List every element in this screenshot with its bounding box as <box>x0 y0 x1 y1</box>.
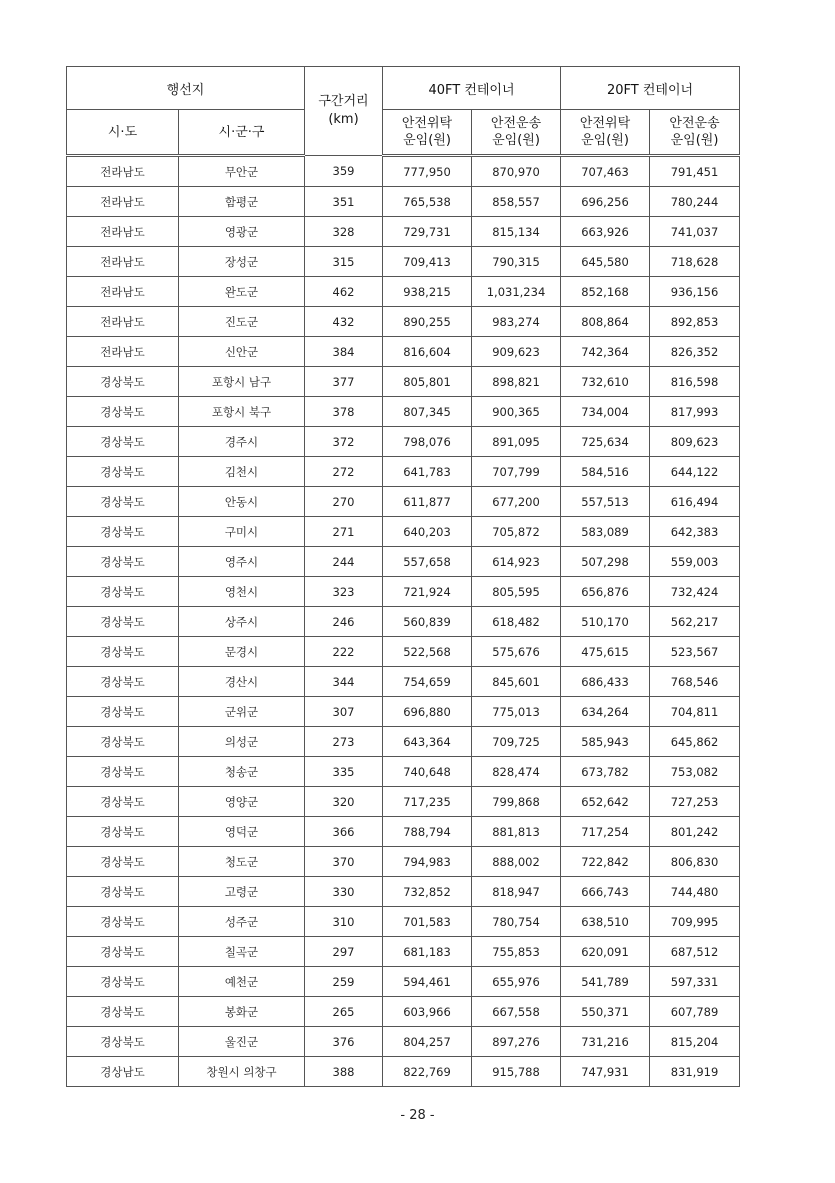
distance-cell: 297 <box>305 937 383 967</box>
table-row <box>67 307 740 337</box>
table-row <box>67 367 740 397</box>
distance-cell: 270 <box>305 487 383 517</box>
province-cell: 전라남도 <box>67 337 179 367</box>
province-cell: 경상남도 <box>67 1057 179 1087</box>
city-cell: 창원시 의창구 <box>179 1057 305 1087</box>
ft20-transport-cell: 826,352 <box>650 337 740 367</box>
ft40-consign-cell: 938,215 <box>383 277 472 307</box>
province-cell: 전라남도 <box>67 247 179 277</box>
ft40-consign-cell: 732,852 <box>383 877 472 907</box>
city-cell: 신안군 <box>179 337 305 367</box>
ft20-transport-cell: 645,862 <box>650 727 740 757</box>
ft40-transport-cell: 983,274 <box>472 307 561 337</box>
ft20-transport-cell: 559,003 <box>650 547 740 577</box>
ft40-consign-cell: 641,783 <box>383 457 472 487</box>
table-row <box>67 637 740 667</box>
distance-cell: 377 <box>305 367 383 397</box>
province-cell: 경상북도 <box>67 697 179 727</box>
ft20-transport-cell: 768,546 <box>650 667 740 697</box>
page-number: - 28 - <box>400 1108 435 1123</box>
province-cell: 경상북도 <box>67 1027 179 1057</box>
ft40-transport-cell: 898,821 <box>472 367 561 397</box>
city-cell: 청송군 <box>179 757 305 787</box>
header-40ft-consign-rate: 안전위탁 운임(원) <box>383 110 472 156</box>
ft20-consign-cell: 722,842 <box>561 847 650 877</box>
city-cell: 영양군 <box>179 787 305 817</box>
ft40-transport-cell: 780,754 <box>472 907 561 937</box>
city-cell: 포항시 남구 <box>179 367 305 397</box>
province-cell: 경상북도 <box>67 487 179 517</box>
ft20-consign-cell: 663,926 <box>561 217 650 247</box>
distance-cell: 222 <box>305 637 383 667</box>
city-cell: 영광군 <box>179 217 305 247</box>
table-row <box>67 217 740 247</box>
table-row <box>67 907 740 937</box>
distance-cell: 259 <box>305 967 383 997</box>
ft20-transport-cell: 816,598 <box>650 367 740 397</box>
table-row <box>67 817 740 847</box>
ft40-transport-cell: 755,853 <box>472 937 561 967</box>
ft40-consign-cell: 560,839 <box>383 607 472 637</box>
city-cell: 봉화군 <box>179 997 305 1027</box>
province-cell: 경상북도 <box>67 787 179 817</box>
ft20-transport-cell: 562,217 <box>650 607 740 637</box>
province-cell: 경상북도 <box>67 667 179 697</box>
ft20-consign-cell: 673,782 <box>561 757 650 787</box>
header-40ft-transport-rate: 안전운송 운임(원) <box>472 110 561 156</box>
city-cell: 의성군 <box>179 727 305 757</box>
ft20-consign-cell: 725,634 <box>561 427 650 457</box>
distance-cell: 376 <box>305 1027 383 1057</box>
ft20-consign-cell: 731,216 <box>561 1027 650 1057</box>
distance-cell: 372 <box>305 427 383 457</box>
ft20-transport-cell: 709,995 <box>650 907 740 937</box>
ft40-consign-cell: 890,255 <box>383 307 472 337</box>
distance-cell: 384 <box>305 337 383 367</box>
ft40-consign-cell: 640,203 <box>383 517 472 547</box>
table-row <box>67 847 740 877</box>
distance-cell: 271 <box>305 517 383 547</box>
table-row <box>67 1057 740 1087</box>
ft20-transport-cell: 718,628 <box>650 247 740 277</box>
ft40-transport-cell: 709,725 <box>472 727 561 757</box>
ft40-consign-cell: 721,924 <box>383 577 472 607</box>
ft40-consign-cell: 522,568 <box>383 637 472 667</box>
table-row <box>67 757 740 787</box>
ft20-transport-cell: 806,830 <box>650 847 740 877</box>
city-cell: 청도군 <box>179 847 305 877</box>
city-cell: 울진군 <box>179 1027 305 1057</box>
ft40-transport-cell: 845,601 <box>472 667 561 697</box>
header-20ft-transport-rate: 안전운송 운임(원) <box>650 110 740 156</box>
ft40-transport-cell: 815,134 <box>472 217 561 247</box>
city-cell: 진도군 <box>179 307 305 337</box>
table-row <box>67 427 740 457</box>
distance-cell: 265 <box>305 997 383 1027</box>
ft20-consign-cell: 742,364 <box>561 337 650 367</box>
province-cell: 경상북도 <box>67 997 179 1027</box>
ft40-consign-cell: 816,604 <box>383 337 472 367</box>
ft20-transport-cell: 644,122 <box>650 457 740 487</box>
ft20-transport-cell: 831,919 <box>650 1057 740 1087</box>
province-cell: 경상북도 <box>67 367 179 397</box>
ft20-consign-cell: 634,264 <box>561 697 650 727</box>
ft40-consign-cell: 805,801 <box>383 367 472 397</box>
distance-cell: 273 <box>305 727 383 757</box>
ft20-consign-cell: 666,743 <box>561 877 650 907</box>
table-row <box>67 397 740 427</box>
ft20-consign-cell: 620,091 <box>561 937 650 967</box>
ft40-transport-cell: 897,276 <box>472 1027 561 1057</box>
header-distance: 구간거리 (km) <box>305 67 383 156</box>
ft20-consign-cell: 696,256 <box>561 187 650 217</box>
ft20-transport-cell: 892,853 <box>650 307 740 337</box>
header-province: 시·도 <box>67 110 179 156</box>
distance-cell: 315 <box>305 247 383 277</box>
distance-cell: 310 <box>305 907 383 937</box>
ft20-transport-cell: 616,494 <box>650 487 740 517</box>
province-cell: 경상북도 <box>67 427 179 457</box>
ft40-consign-cell: 794,983 <box>383 847 472 877</box>
ft40-transport-cell: 870,970 <box>472 156 561 187</box>
province-cell: 경상북도 <box>67 517 179 547</box>
ft40-transport-cell: 799,868 <box>472 787 561 817</box>
table-row <box>67 727 740 757</box>
distance-cell: 432 <box>305 307 383 337</box>
header-20ft-consign-rate: 안전위탁 운임(원) <box>561 110 650 156</box>
ft40-consign-cell: 754,659 <box>383 667 472 697</box>
table-row <box>67 247 740 277</box>
ft40-transport-cell: 1,031,234 <box>472 277 561 307</box>
table-row <box>67 997 740 1027</box>
city-cell: 경주시 <box>179 427 305 457</box>
city-cell: 경산시 <box>179 667 305 697</box>
city-cell: 성주군 <box>179 907 305 937</box>
ft40-consign-cell: 611,877 <box>383 487 472 517</box>
ft20-transport-cell: 704,811 <box>650 697 740 727</box>
ft20-transport-cell: 597,331 <box>650 967 740 997</box>
ft20-consign-cell: 638,510 <box>561 907 650 937</box>
distance-cell: 244 <box>305 547 383 577</box>
table-row <box>67 156 740 187</box>
ft20-consign-cell: 541,789 <box>561 967 650 997</box>
ft20-transport-cell: 936,156 <box>650 277 740 307</box>
ft40-consign-cell: 696,880 <box>383 697 472 727</box>
city-cell: 구미시 <box>179 517 305 547</box>
ft40-transport-cell: 677,200 <box>472 487 561 517</box>
distance-cell: 335 <box>305 757 383 787</box>
ft40-transport-cell: 888,002 <box>472 847 561 877</box>
ft20-consign-cell: 652,642 <box>561 787 650 817</box>
ft40-transport-cell: 881,813 <box>472 817 561 847</box>
distance-cell: 323 <box>305 577 383 607</box>
city-cell: 함평군 <box>179 187 305 217</box>
province-cell: 경상북도 <box>67 607 179 637</box>
ft20-consign-cell: 717,254 <box>561 817 650 847</box>
ft20-consign-cell: 734,004 <box>561 397 650 427</box>
distance-cell: 330 <box>305 877 383 907</box>
distance-cell: 462 <box>305 277 383 307</box>
ft40-consign-cell: 822,769 <box>383 1057 472 1087</box>
ft20-transport-cell: 744,480 <box>650 877 740 907</box>
ft20-consign-cell: 808,864 <box>561 307 650 337</box>
table-row <box>67 787 740 817</box>
ft20-consign-cell: 852,168 <box>561 277 650 307</box>
province-cell: 전라남도 <box>67 307 179 337</box>
province-cell: 경상북도 <box>67 847 179 877</box>
ft40-transport-cell: 575,676 <box>472 637 561 667</box>
table-row <box>67 697 740 727</box>
province-cell: 전라남도 <box>67 217 179 247</box>
ft40-consign-cell: 603,966 <box>383 997 472 1027</box>
province-cell: 전라남도 <box>67 277 179 307</box>
ft40-consign-cell: 729,731 <box>383 217 472 247</box>
distance-cell: 351 <box>305 187 383 217</box>
ft20-transport-cell: 687,512 <box>650 937 740 967</box>
province-cell: 경상북도 <box>67 937 179 967</box>
ft40-consign-cell: 788,794 <box>383 817 472 847</box>
city-cell: 장성군 <box>179 247 305 277</box>
distance-cell: 320 <box>305 787 383 817</box>
distance-cell: 359 <box>305 156 383 187</box>
ft40-consign-cell: 701,583 <box>383 907 472 937</box>
ft40-transport-cell: 618,482 <box>472 607 561 637</box>
ft40-transport-cell: 858,557 <box>472 187 561 217</box>
header-city: 시·군·구 <box>179 110 305 156</box>
ft40-transport-cell: 915,788 <box>472 1057 561 1087</box>
ft20-transport-cell: 809,623 <box>650 427 740 457</box>
distance-cell: 272 <box>305 457 383 487</box>
ft40-transport-cell: 775,013 <box>472 697 561 727</box>
ft20-consign-cell: 732,610 <box>561 367 650 397</box>
city-cell: 예천군 <box>179 967 305 997</box>
table-row <box>67 457 740 487</box>
distance-cell: 388 <box>305 1057 383 1087</box>
city-cell: 영덕군 <box>179 817 305 847</box>
distance-cell: 246 <box>305 607 383 637</box>
ft20-consign-cell: 584,516 <box>561 457 650 487</box>
ft40-consign-cell: 740,648 <box>383 757 472 787</box>
table-row <box>67 547 740 577</box>
ft20-transport-cell: 780,244 <box>650 187 740 217</box>
province-cell: 경상북도 <box>67 727 179 757</box>
ft40-transport-cell: 705,872 <box>472 517 561 547</box>
table-row <box>67 487 740 517</box>
ft40-consign-cell: 557,658 <box>383 547 472 577</box>
province-cell: 경상북도 <box>67 397 179 427</box>
distance-cell: 370 <box>305 847 383 877</box>
table-body <box>67 156 740 1087</box>
ft40-consign-cell: 717,235 <box>383 787 472 817</box>
city-cell: 고령군 <box>179 877 305 907</box>
ft20-consign-cell: 747,931 <box>561 1057 650 1087</box>
ft40-transport-cell: 828,474 <box>472 757 561 787</box>
table-row <box>67 517 740 547</box>
ft20-consign-cell: 585,943 <box>561 727 650 757</box>
table-row <box>67 937 740 967</box>
ft40-consign-cell: 643,364 <box>383 727 472 757</box>
city-cell: 완도군 <box>179 277 305 307</box>
ft40-transport-cell: 707,799 <box>472 457 561 487</box>
ft20-consign-cell: 656,876 <box>561 577 650 607</box>
province-cell: 경상북도 <box>67 637 179 667</box>
ft40-transport-cell: 891,095 <box>472 427 561 457</box>
ft40-transport-cell: 790,315 <box>472 247 561 277</box>
freight-rate-table <box>66 66 740 1087</box>
ft40-consign-cell: 594,461 <box>383 967 472 997</box>
table-row <box>67 577 740 607</box>
city-cell: 영주시 <box>179 547 305 577</box>
ft20-consign-cell: 510,170 <box>561 607 650 637</box>
ft20-consign-cell: 550,371 <box>561 997 650 1027</box>
city-cell: 안동시 <box>179 487 305 517</box>
table-row <box>67 187 740 217</box>
header-destination: 행선지 <box>67 67 305 110</box>
distance-cell: 344 <box>305 667 383 697</box>
city-cell: 김천시 <box>179 457 305 487</box>
province-cell: 경상북도 <box>67 877 179 907</box>
ft20-consign-cell: 686,433 <box>561 667 650 697</box>
city-cell: 무안군 <box>179 156 305 187</box>
city-cell: 영천시 <box>179 577 305 607</box>
province-cell: 전라남도 <box>67 187 179 217</box>
ft20-transport-cell: 753,082 <box>650 757 740 787</box>
ft40-transport-cell: 655,976 <box>472 967 561 997</box>
ft20-consign-cell: 645,580 <box>561 247 650 277</box>
ft20-transport-cell: 741,037 <box>650 217 740 247</box>
province-cell: 경상북도 <box>67 577 179 607</box>
province-cell: 경상북도 <box>67 907 179 937</box>
ft20-consign-cell: 583,089 <box>561 517 650 547</box>
table-row <box>67 877 740 907</box>
ft40-transport-cell: 667,558 <box>472 997 561 1027</box>
ft20-transport-cell: 791,451 <box>650 156 740 187</box>
ft40-transport-cell: 909,623 <box>472 337 561 367</box>
distance-cell: 366 <box>305 817 383 847</box>
province-cell: 경상북도 <box>67 457 179 487</box>
ft40-transport-cell: 614,923 <box>472 547 561 577</box>
city-cell: 포항시 북구 <box>179 397 305 427</box>
province-cell: 경상북도 <box>67 547 179 577</box>
ft20-transport-cell: 817,993 <box>650 397 740 427</box>
ft20-consign-cell: 475,615 <box>561 637 650 667</box>
province-cell: 전라남도 <box>67 156 179 187</box>
ft20-transport-cell: 727,253 <box>650 787 740 817</box>
table-row <box>67 667 740 697</box>
ft40-transport-cell: 818,947 <box>472 877 561 907</box>
ft20-transport-cell: 607,789 <box>650 997 740 1027</box>
ft40-consign-cell: 765,538 <box>383 187 472 217</box>
ft20-transport-cell: 801,242 <box>650 817 740 847</box>
distance-cell: 378 <box>305 397 383 427</box>
distance-cell: 328 <box>305 217 383 247</box>
ft20-transport-cell: 815,204 <box>650 1027 740 1057</box>
ft20-consign-cell: 707,463 <box>561 156 650 187</box>
city-cell: 문경시 <box>179 637 305 667</box>
ft20-transport-cell: 642,383 <box>650 517 740 547</box>
city-cell: 군위군 <box>179 697 305 727</box>
ft20-transport-cell: 732,424 <box>650 577 740 607</box>
city-cell: 상주시 <box>179 607 305 637</box>
header-40ft-container: 40FT 컨테이너 <box>383 67 561 110</box>
ft40-consign-cell: 807,345 <box>383 397 472 427</box>
table-row <box>67 337 740 367</box>
ft40-consign-cell: 804,257 <box>383 1027 472 1057</box>
table-row <box>67 607 740 637</box>
header-20ft-container: 20FT 컨테이너 <box>561 67 740 110</box>
ft40-consign-cell: 798,076 <box>383 427 472 457</box>
table-row <box>67 1027 740 1057</box>
province-cell: 경상북도 <box>67 757 179 787</box>
ft40-consign-cell: 777,950 <box>383 156 472 187</box>
table-row <box>67 967 740 997</box>
city-cell: 칠곡군 <box>179 937 305 967</box>
ft40-transport-cell: 900,365 <box>472 397 561 427</box>
ft40-consign-cell: 709,413 <box>383 247 472 277</box>
ft20-consign-cell: 557,513 <box>561 487 650 517</box>
ft20-consign-cell: 507,298 <box>561 547 650 577</box>
ft20-transport-cell: 523,567 <box>650 637 740 667</box>
province-cell: 경상북도 <box>67 817 179 847</box>
table-row <box>67 277 740 307</box>
distance-cell: 307 <box>305 697 383 727</box>
province-cell: 경상북도 <box>67 967 179 997</box>
ft40-transport-cell: 805,595 <box>472 577 561 607</box>
ft40-consign-cell: 681,183 <box>383 937 472 967</box>
